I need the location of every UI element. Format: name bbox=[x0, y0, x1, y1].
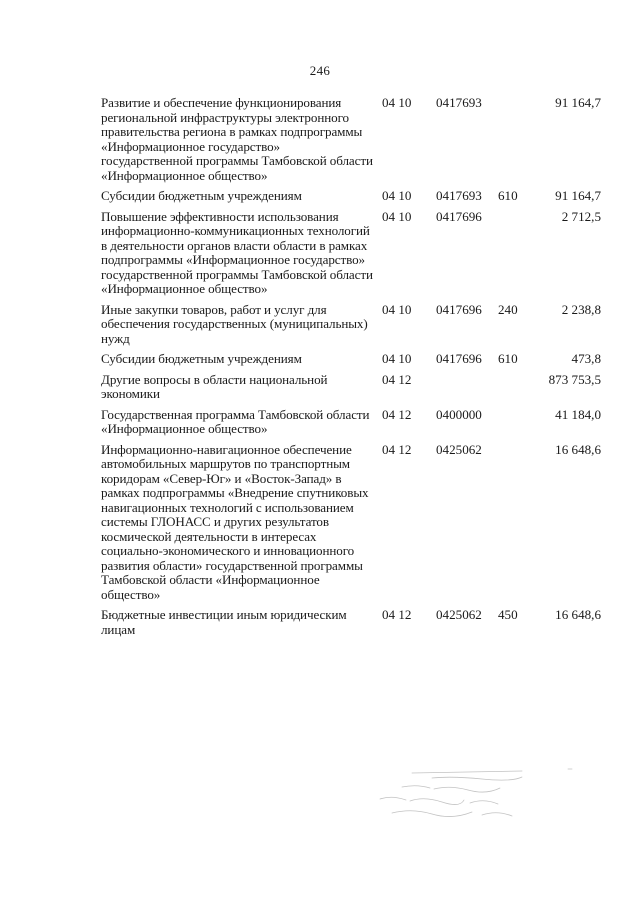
row-section: 04 12 bbox=[382, 371, 412, 387]
row-amount: 16 648,6 bbox=[555, 441, 601, 457]
row-section: 04 10 bbox=[382, 95, 412, 110]
table-row bbox=[101, 608, 601, 643]
row-target: 0417693 bbox=[436, 95, 482, 110]
row-name-cell bbox=[101, 352, 379, 373]
table-row bbox=[101, 352, 601, 373]
row-section: 04 10 bbox=[382, 188, 412, 203]
row-type bbox=[498, 96, 538, 189]
row-type bbox=[498, 210, 538, 303]
row-amount: 873 753,5 bbox=[548, 371, 601, 387]
row-name-cell bbox=[101, 373, 379, 408]
row-target: 0417696 bbox=[436, 301, 482, 317]
row-amount: 2 712,5 bbox=[561, 208, 601, 224]
row-section: 04 10 bbox=[382, 351, 412, 366]
budget-table bbox=[101, 96, 601, 643]
row-name: Государственная программа Тамбовской области «Информационное общество» bbox=[101, 406, 370, 436]
row-name-cell bbox=[101, 408, 379, 443]
row-type: 450 bbox=[498, 607, 518, 622]
row-section: 04 12 bbox=[382, 607, 412, 622]
row-type bbox=[498, 373, 538, 408]
row-section: 04 12 bbox=[382, 406, 412, 422]
row-type: 610 bbox=[498, 351, 518, 366]
row-target: 0417696 bbox=[436, 208, 482, 224]
row-target: 0417696 bbox=[436, 351, 482, 366]
table-row bbox=[101, 373, 601, 408]
row-section: 04 10 bbox=[382, 301, 412, 317]
row-target: 0425062 bbox=[436, 441, 482, 457]
table-row bbox=[101, 210, 601, 303]
row-amount: 91 164,7 bbox=[555, 188, 601, 203]
row-section: 04 10 bbox=[382, 208, 412, 224]
row-type: 240 bbox=[498, 301, 518, 317]
row-name: Повышение эффективности использования информационно-коммуникационных технологий в деятельности органов власти области в рамках подпрограммы «Информационное государство» государственной программы Тамбовской области «Информационное общество» bbox=[101, 208, 373, 296]
table-row bbox=[101, 189, 601, 210]
faded-stamp-mark bbox=[372, 765, 592, 835]
page-number: 246 bbox=[309, 63, 331, 78]
row-name: Развитие и обеспечение функционирования региональной инфраструктуры электронного правительства региона в рамках подпрограммы «Информационное государство» государственной программы Тамбовской области «Информационное общество» bbox=[101, 95, 373, 183]
row-type bbox=[498, 408, 538, 443]
table-row bbox=[101, 408, 601, 443]
row-type: 610 bbox=[498, 188, 518, 203]
row-name-cell bbox=[101, 608, 379, 643]
row-amount: 41 184,0 bbox=[555, 406, 601, 422]
row-name-cell bbox=[101, 443, 379, 609]
row-amount: 16 648,6 bbox=[555, 607, 601, 622]
row-target bbox=[436, 373, 498, 408]
row-name: Субсидии бюджетным учреждениям bbox=[101, 351, 302, 366]
row-name: Иные закупки товаров, работ и услуг для обеспечения государственных (муниципальных) нужд bbox=[101, 301, 368, 346]
table-row bbox=[101, 303, 601, 353]
row-section: 04 12 bbox=[382, 441, 412, 457]
row-name: Бюджетные инвестиции иным юридическим лицам bbox=[101, 607, 347, 637]
row-name-cell bbox=[101, 96, 379, 189]
row-name-cell bbox=[101, 210, 379, 303]
row-name-cell bbox=[101, 189, 379, 210]
table-row bbox=[101, 96, 601, 189]
table-row bbox=[101, 443, 601, 609]
row-type bbox=[498, 443, 538, 609]
row-target: 0400000 bbox=[436, 406, 482, 422]
row-amount: 473,8 bbox=[571, 351, 601, 366]
row-target: 0425062 bbox=[436, 607, 482, 622]
budget-table-body bbox=[101, 96, 601, 643]
row-name: Информационно-навигационное обеспечение автомобильных маршрутов по транспортным коридорам «Север-Юг» и «Восток-Запад» в рамках подпрограммы «Внедрение спутниковых навигационных технологий с использованием системы ГЛОНАСС и других результатов космической деятельности в интересах социально-экономического и инновационного развития области» государственной программы Тамбовской области «Информационное общество» bbox=[101, 441, 369, 602]
row-target: 0417693 bbox=[436, 188, 482, 203]
row-name: Другие вопросы в области национальной экономики bbox=[101, 371, 328, 401]
row-name-cell bbox=[101, 303, 379, 353]
row-amount: 2 238,8 bbox=[561, 301, 601, 317]
row-amount: 91 164,7 bbox=[555, 95, 601, 110]
row-name: Субсидии бюджетным учреждениям bbox=[101, 188, 302, 203]
